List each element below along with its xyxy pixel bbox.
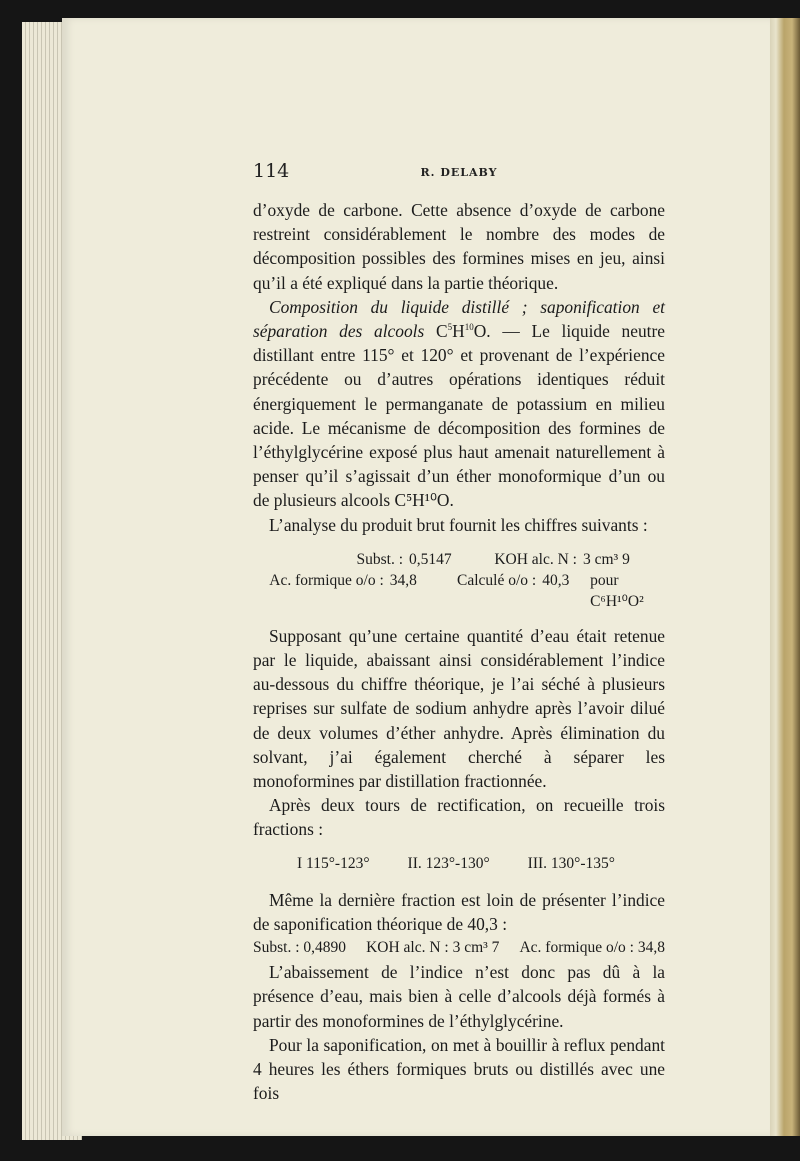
page-number: 114 — [253, 160, 290, 182]
fractions-list — [297, 852, 665, 876]
paragraph: d’oxyde de carbone. Cette absence d’oxyde de carbone restreint considérablement le nombre des modes de décomposition possibles des formines mises en jeu, ainsi qu’il a été expliqué dans la partie théorique. — [253, 200, 665, 293]
fraction-item: II. 123°-130° — [407, 854, 490, 872]
paragraph: L’abaissement de l’indice n’est donc pas dû à la présence d’eau, mais bien à celle d’alcools déjà formés à partir des monoformines de l’éthylglycérine. — [253, 962, 665, 1031]
page-header — [253, 160, 665, 184]
paragraph-text: — Le liquide neutre distillant entre 115° et 120° et provenant de l’expérience précédente ou d’autres opérations identiques réduit énergiquement le permanganate de potassium en milieu acide. Le mécanisme de décomposition des formines de l’éthylglycérine exposé plus haut amenait naturellement à penser qu’il s’agissait d’un éther monoformique d’un ou de plusieurs alcools C⁵H¹⁰O. — [253, 321, 666, 511]
analysis-table — [253, 549, 665, 612]
formula: $C^5H^{10}O$. — [436, 321, 491, 342]
body-text — [253, 198, 665, 1106]
section-title: Composition du liquide distillé ; saponification et séparation des alcools — [253, 296, 665, 342]
analysis-row: Subst. : 0,5147 KOH alc. N : 3 cm³ 9 — [356, 550, 630, 568]
fraction-item: III. 130°-135° — [527, 854, 615, 872]
paragraph: Pour la saponification, on met à bouillir à reflux pendant 4 heures les éthers formiques bruts ou distillés avec une fois — [253, 1034, 665, 1104]
paragraph: Même la dernière fraction est loin de présenter l’indice de saponification théorique de 40,3 : — [253, 889, 665, 934]
paragraph: Après deux tours de rectification, on recueille trois fractions : — [253, 795, 665, 840]
analysis-line: Subst. : 0,4890 KOH alc. N : 3 cm³ 7 Ac. formique o/o : 34,8 — [253, 939, 665, 957]
paragraph-composition — [253, 295, 665, 513]
fraction-item: I 115°-123° — [297, 854, 370, 872]
paragraph: L’analyse du produit brut fournit les chiffres suivants : — [269, 514, 648, 535]
book-binding-edge — [770, 18, 800, 1136]
analysis-row: Ac. formique o/o : 34,8 Calculé o/o : 40,3 pour C⁶H¹⁰O² — [269, 571, 644, 610]
paragraph: Supposant qu’une certaine quantité d’eau était retenue par le liquide, abaissant ainsi considérablement l’indice au-dessous du chiffre théorique, je l’ai séché à plusieurs reprises sur sulfate de sodium anhydre après l’avoir dilué de deux volumes d’éther anhydre. Après élimination du solvant, j’ai également cherché à séparer les monoformines par distillation fractionnée. — [253, 625, 665, 792]
running-head: R. DELABY — [420, 166, 498, 179]
